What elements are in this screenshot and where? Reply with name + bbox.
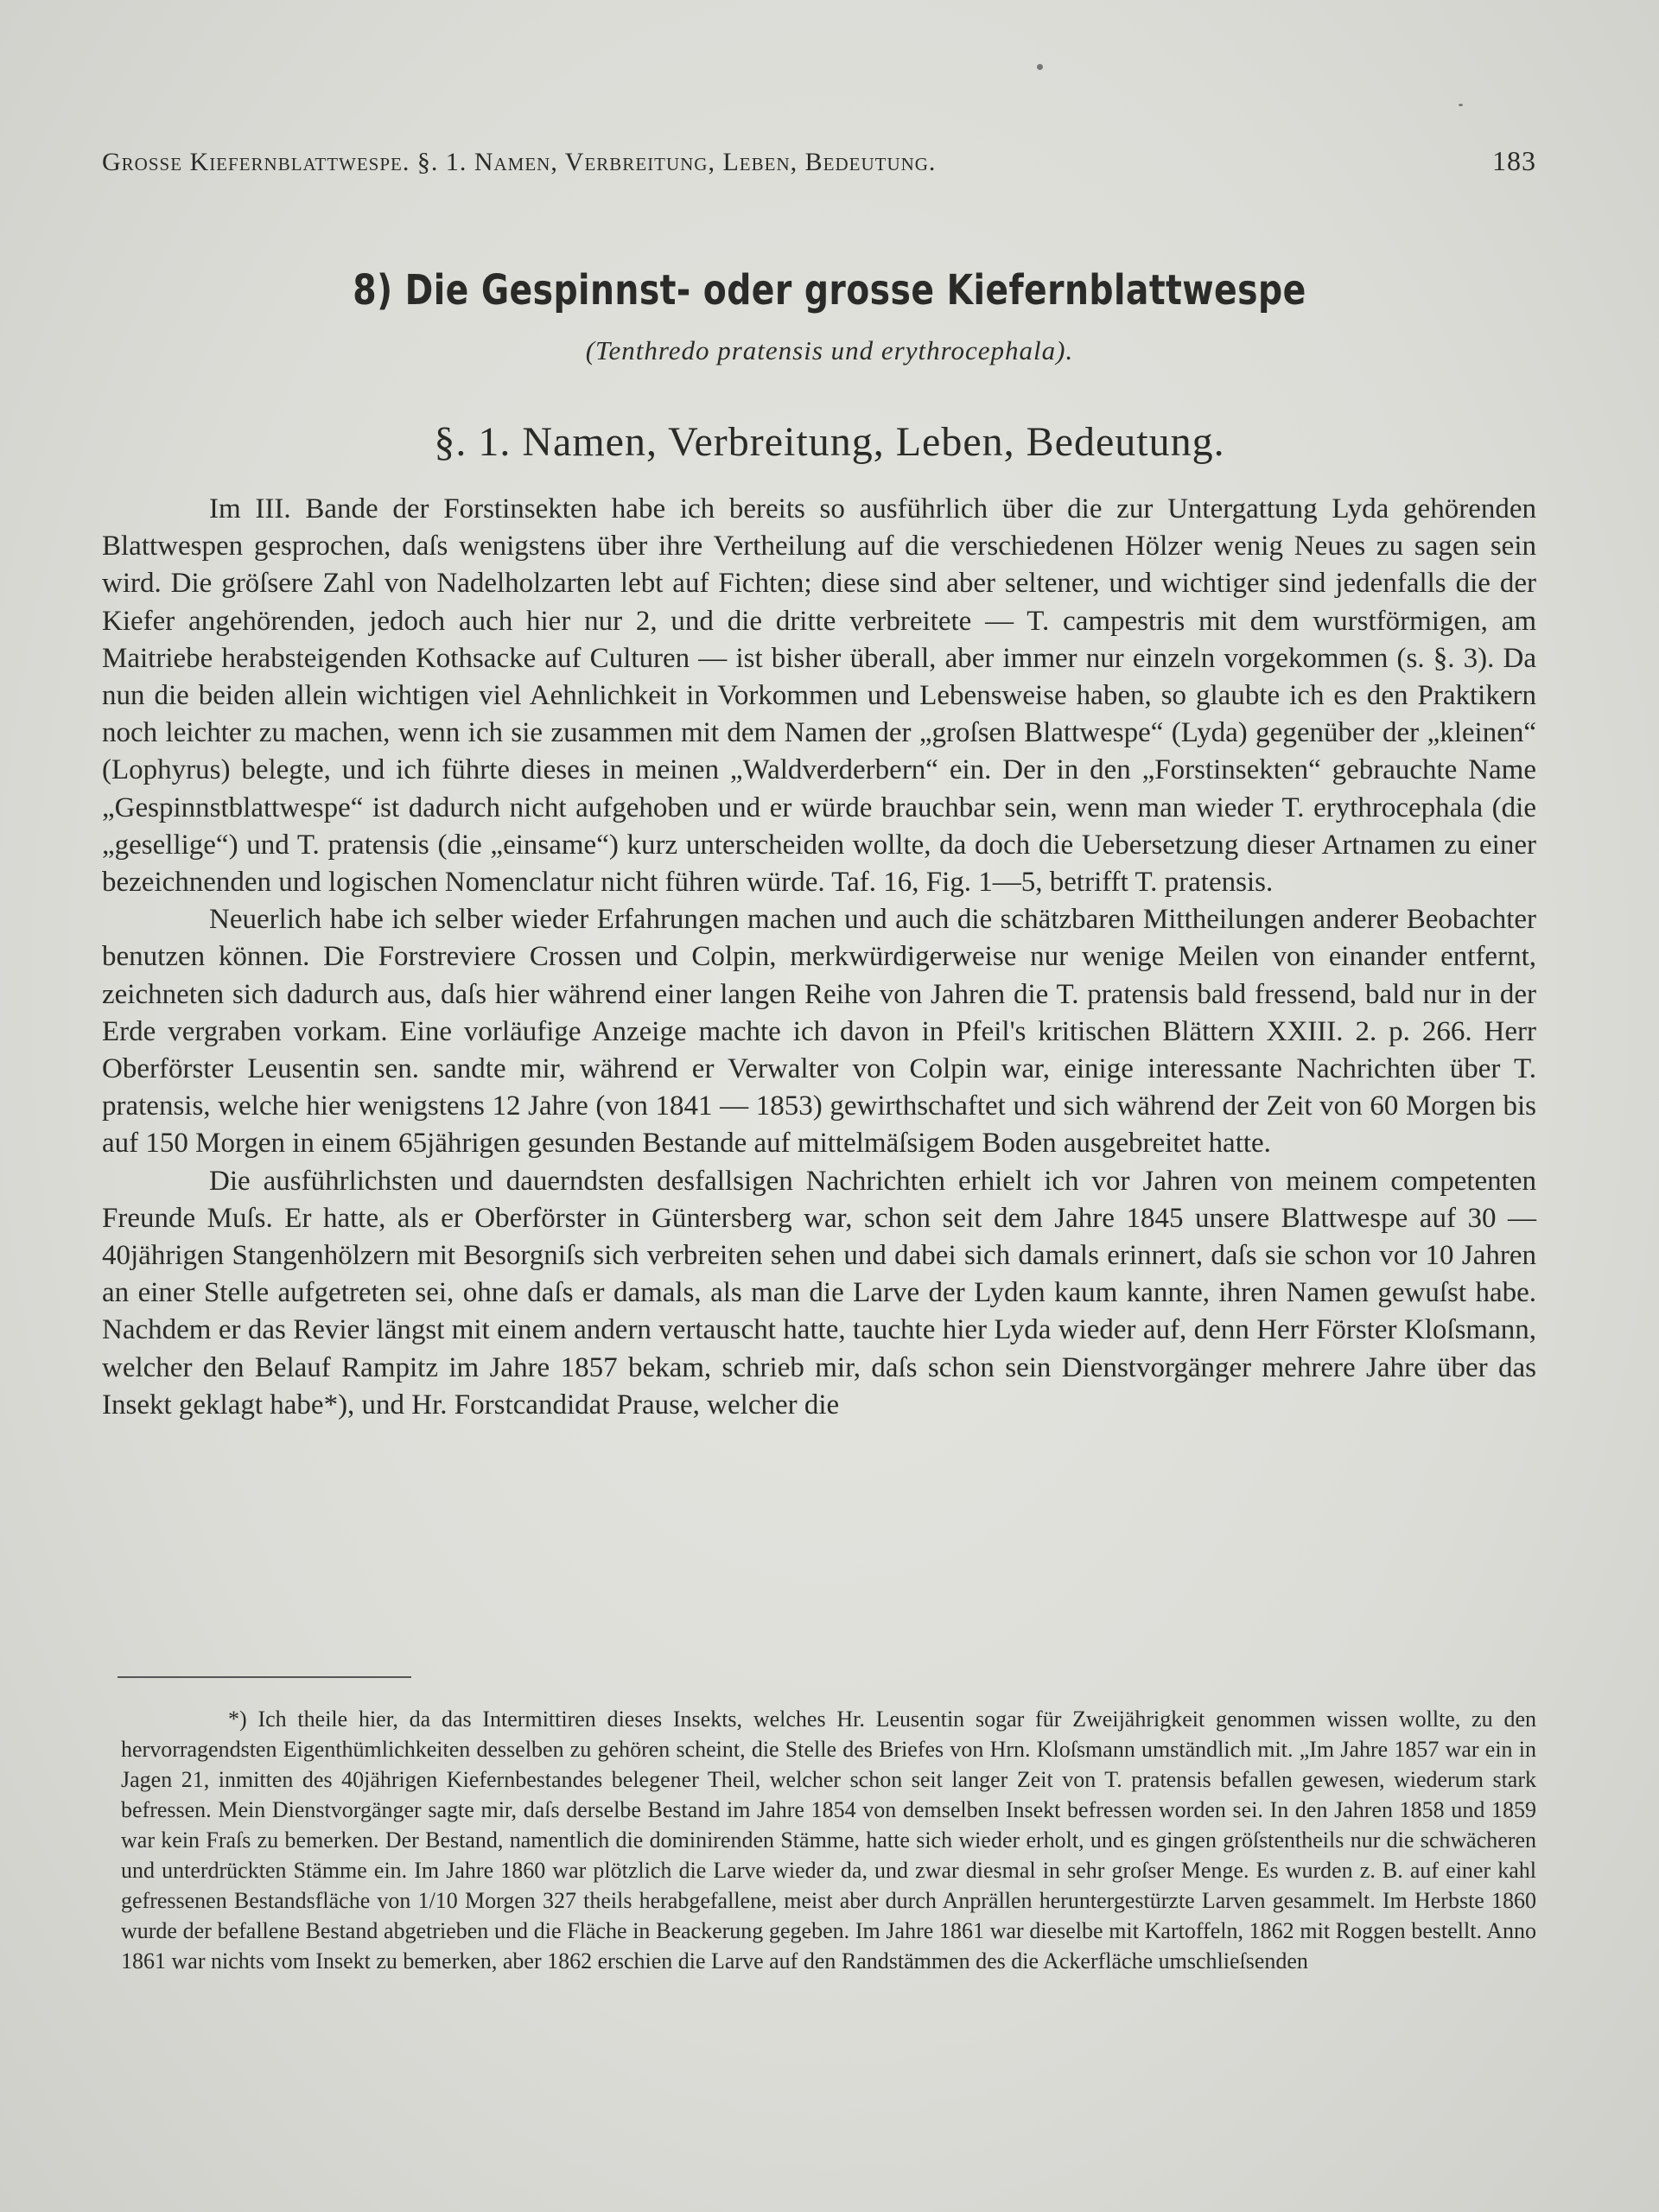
chapter-subtitle: (Tenthredo pratensis und erythrocephala).: [585, 335, 1074, 365]
ink-speck: [1037, 64, 1043, 70]
section-heading: §. 1. Namen, Verbreitung, Leben, Bedeutung.: [434, 419, 1225, 465]
chapter-title: 8) Die Gespinnst- oder grosse Kiefernblattwespe: [353, 266, 1306, 315]
footnote: [121, 1704, 1536, 1976]
page-number: 183: [1492, 145, 1536, 176]
footnote-rule: [118, 1676, 411, 1678]
paragraph: Im III. Bande der Forstinsekten habe ich bereits so ausführlich über die zur Untergattung Lyda gehörenden Blattwespen gesprochen, daſs wenigstens über ihre Vertheilung auf die verschiedenen Hölzer wenig Neues zu sagen sein wird. Die gröſsere Zahl von Nadelholzarten lebt auf Fichten; diese sind aber seltener, und wichtiger sind jedenfalls die der Kiefer angehörenden, jedoch auch hier nur 2, und die dritte verbreitete — T. campestris mit dem wurstförmigen, am Maitriebe herabsteigenden Kothsacke auf Culturen — ist bisher überall, aber immer nur einzeln vorgekommen (s. §. 3). Da nun die beiden allein wichtigen viel Aehnlichkeit in Vorkommen und Lebensweise haben, so glaubte ich es den Praktikern noch leichter zu machen, wenn ich sie zusammen mit dem Namen der „groſsen Blattwespe“ (Lyda) gegenüber der „kleinen“ (Lophyrus) belegte, und ich führte dieses in meinen „Waldverderbern“ ein. Der in den „Forstinsekten“ gebrauchte Name „Gespinnstblattwespe“ ist dadurch nicht aufgehoben und er würde brauchbar sein, wenn man wieder T. erythrocephala (die „gesellige“) und T. pratensis (die „einsame“) kurz unterscheiden wollte, da doch die Uebersetzung dieser Artnamen zu einer bezeichnenden und logischen Nomenclatur nicht führen würde. Taf. 16, Fig. 1—5, betrifft T. pratensis.: [102, 493, 1536, 899]
ink-speck: [1459, 104, 1463, 106]
running-title: Grosse Kiefernblattwespe. §. 1. Namen, Verbreitung, Leben, Bedeutung.: [102, 148, 937, 176]
body-text: [102, 491, 1536, 1424]
paragraph: Neuerlich habe ich selber wieder Erfahrungen machen und auch die schätzbaren Mittheilungen anderer Beobachter benutzen können. Die Forstreviere Crossen und Colpin, merkwürdigerweise nur wenige Meilen von einander entfernt, zeichneten sich dadurch aus, daſs hier während einer langen Reihe von Jahren die T. pratensis bald fressend, bald nur in der Erde vergraben vorkam. Eine vorläufige Anzeige machte ich davon in Pfeil's kritischen Blättern XXIII. 2. p. 266. Herr Oberförster Leusentin sen. sandte mir, während er Verwalter von Colpin war, einige interessante Nachrichten über T. pratensis, welche hier wenigstens 12 Jahre (von 1841 — 1853) gewirthschaftet und sich während der Zeit von 60 Morgen bis auf 150 Morgen in einem 65jährigen gesunden Bestande auf mittelmäſsigem Boden ausgebreitet hatte.: [102, 904, 1536, 1160]
paragraph: Die ausführlichsten und dauerndsten desfallsigen Nachrichten erhielt ich vor Jahren von meinem competenten Freunde Muſs. Er hatte, als er Oberförster in Güntersberg war, schon seit dem Jahre 1845 unsere Blattwespe auf 30 — 40jährigen Stangenhölzern mit Besorgniſs sich verbreiten sehen und dabei sich damals erinnert, daſs sie schon vor 10 Jahren an einer Stelle aufgetreten sei, ohne daſs er damals, als man die Larve der Lyden kaum kannte, ihren Namen gewuſst habe. Nachdem er das Revier längst mit einem andern vertauscht hatte, tauchte hier Lyda wieder auf, denn Herr Förster Kloſsmann, welcher den Belauf Rampitz im Jahre 1857 bekam, schrieb mir, daſs schon sein Dienstvorgänger mehrere Jahre über das Insekt geklagt habe*), und Hr. Forstcandidat Prause, welcher die: [102, 1165, 1536, 1421]
running-header: [102, 145, 1536, 177]
footnote-text: *) Ich theile hier, da das Intermittiren dieses Insekts, welches Hr. Leusentin sogar für Zweijährigkeit genommen wissen wollte, zu den hervorragendsten Eigenthümlichkeiten desselben zu gehören scheint, die Stelle des Briefes von Hrn. Kloſsmann umständlich mit. „Im Jahre 1857 war ein in Jagen 21, inmitten des 40jährigen Kiefernbestandes belegener Theil, welcher schon seit langer Zeit von T. pratensis befallen gewesen, wiederum stark befressen. Mein Dienstvorgänger sagte mir, daſs derselbe Bestand im Jahre 1854 von demselben Insekt befressen worden sei. In den Jahren 1858 und 1859 war kein Fraſs zu bemerken. Der Bestand, namentlich die dominirenden Stämme, hatte sich wieder erholt, und es gingen gröſstentheils nur die schwächeren und unterdrückten Stämme ein. Im Jahre 1860 war plötzlich die Larve wieder da, und zwar diesmal in sehr groſser Menge. Es wurden z. B. auf einer kahl gefressenen Bestandsfläche von 1/10 Morgen 327 theils herabgefallene, meist aber durch Anprällen heruntergestürzte Larven gesammelt. Im Herbste 1860 wurde der befallene Bestand abgetrieben und die Fläche in Beackerung gegeben. Im Jahre 1861 war dieselbe mit Kartoffeln, 1862 mit Roggen bestellt. Anno 1861 war nichts vom Insekt zu bemerken, aber 1862 erschien die Larve auf den Randstämmen des die Ackerfläche umschlieſsenden: [121, 1707, 1536, 1974]
